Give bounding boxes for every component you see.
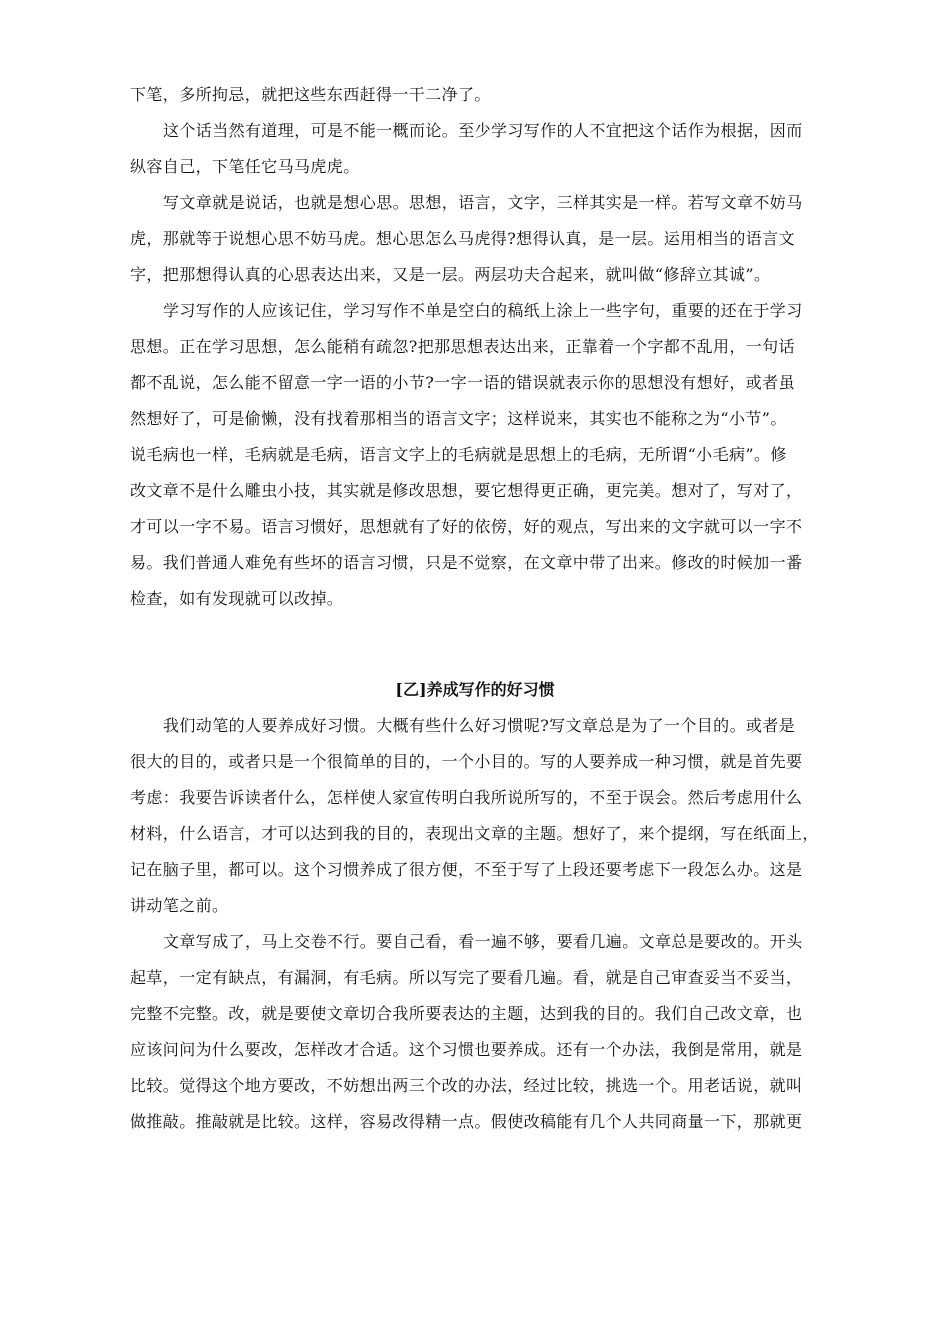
text-line: 纵容自己，下笔任它马马虎虎。	[130, 157, 360, 176]
paragraph	[130, 293, 820, 617]
text-line: 材料，什么语言，才可以达到我的目的，表现出文章的主题。想好了，来个提纲，写在纸面上，	[130, 824, 819, 843]
text-line: 做推敲。推敲就是比较。这样，容易改得精一点。假使改稿能有几个人共同商量一下，那就更	[130, 1112, 803, 1131]
text-line: 才可以一字不易。语言习惯好，思想就有了好的依傍，好的观点，写出来的文字就可以一字不	[130, 517, 803, 536]
text-line: 应该问问为什么要改，怎样改才合适。这个习惯也要养成。还有一个办法，我倒是常用，就是	[130, 1040, 803, 1059]
text-line: 说毛病也一样，毛病就是毛病，语言文字上的毛病就是思想上的毛病，无所谓“小毛病”。修	[130, 445, 787, 464]
text-line: 这个话当然有道理，可是不能一概而论。至少学习写作的人不宜把这个话作为根据，因而	[163, 121, 803, 140]
text-line: 考虑：我要告诉读者什么，怎样使人家宣传明白我所说所写的，不至于误会。然后考虑用什么	[130, 788, 803, 807]
text-part-a	[130, 77, 820, 617]
text-line: 易。我们普通人难免有些坏的语言习惯，只是不觉察，在文章中带了出来。修改的时候加一番	[130, 553, 803, 572]
text-part-b	[130, 708, 820, 1140]
section-title: [乙]养成写作的好习惯	[395, 680, 555, 699]
text-line: 虎，那就等于说想心思不妨马虎。想心思怎么马虎得?想得认真，是一层。运用相当的语言文	[130, 229, 795, 248]
text-line: 记在脑子里，都可以。这个习惯养成了很方便，不至于写了上段还要考虑下一段怎么办。这是	[130, 860, 803, 879]
text-line: 完整不完整。改，就是要使文章切合我所要表达的主题，达到我的目的。我们自己改文章，也	[130, 1004, 803, 1023]
text-line: 很大的目的，或者只是一个很简单的目的，一个小目的。写的人要养成一种习惯，就是首先要	[130, 752, 803, 771]
text-line: 然想好了，可是偷懒，没有找着那相当的语言文字；这样说来，其实也不能称之为“小节”。	[130, 409, 787, 428]
text-line: 写文章就是说话，也就是想心思。思想，语言，文字，三样其实是一样。若写文章不妨马	[163, 193, 803, 212]
text-line: 我们动笔的人要养成好习惯。大概有些什么好习惯呢?写文章总是为了一个目的。或者是	[163, 716, 796, 735]
paragraph	[130, 113, 820, 185]
text-line: 文章写成了，马上交卷不行。要自己看，看一遍不够，要看几遍。文章总是要改的。开头	[163, 932, 803, 951]
text-line: 都不乱说，怎么能不留意一字一语的小节?一字一语的错误就表示你的思想没有想好，或者虽	[130, 373, 795, 392]
paragraph	[130, 708, 820, 924]
text-line: 比较。觉得这个地方要改，不妨想出两三个改的办法，经过比较，挑选一个。用老话说，就叫	[130, 1076, 803, 1095]
text-line: 检查，如有发现就可以改掉。	[130, 589, 344, 608]
text-line: 学习写作的人应该记住，学习写作不单是空白的稿纸上涂上一些字句，重要的还在于学习	[163, 301, 803, 320]
text-line: 讲动笔之前。	[130, 896, 229, 915]
paragraph	[130, 924, 820, 1140]
text-line: 起草，一定有缺点，有漏洞，有毛病。所以写完了要看几遍。看，就是自己审查妥当不妥当，	[130, 968, 803, 987]
text-line: 字，把那想得认真的心思表达出来，又是一层。两层功夫合起来，就叫做“修辞立其诚”。	[130, 265, 771, 284]
text-line: 下笔，多所拘忌，就把这些东西赶得一干二净了。	[130, 85, 491, 104]
text-line: 思想。正在学习思想，怎么能稍有疏忽?把那思想表达出来，正靠着一个字都不乱用，一句话	[130, 337, 795, 356]
text-line: 改文章不是什么雕虫小技，其实就是修改思想，要它想得更正确，更完美。想对了，写对了，	[130, 481, 803, 500]
paragraph	[130, 185, 820, 293]
